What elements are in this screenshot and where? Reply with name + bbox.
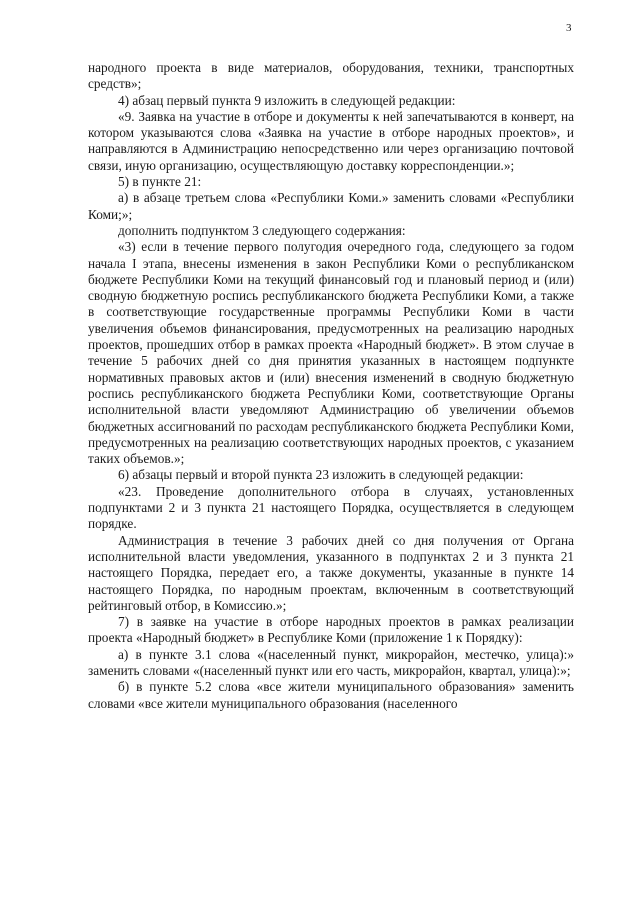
paragraph-6: дополнить подпунктом 3 следующего содержания: bbox=[118, 222, 406, 238]
paragraph-4: 5) в пункте 21: bbox=[118, 174, 202, 190]
paragraph-9: «23. Проведение дополнительного отбора в случаях, установленных подпунктами 2 и 3 пункта 21 настоящего Порядка, осуществляется в следующем порядке. bbox=[88, 483, 574, 532]
paragraph-13: б) в пункте 5.2 слова «все жители муниципального образования» заменить словами «все жители муниципального образования (населенного bbox=[88, 679, 574, 711]
paragraph-8: 6) абзацы первый и второй пункта 23 изложить в следующей редакции: bbox=[118, 467, 524, 483]
paragraph-10: Администрация в течение 3 рабочих дней со дня получения от Органа исполнительной власти уведомления, указанного в подпунктах 2 и 3 пункта 21 настоящего Порядка, передает его, а также документы, указанные в пункте 14 настоящего Порядка, по народным проектам, включенным в соответствующий рейтинговый отбор, в Комиссию.»; bbox=[88, 532, 574, 613]
paragraph-3: «9. Заявка на участие в отборе и документы к ней запечатываются в конверт, на котором указываются слова «Заявка на участие в отборе народных проектов», и направляются в Администрацию непосредственно или через организацию почтовой связи, иную организацию, осуществляющую доставку корреспонденции.»; bbox=[88, 108, 574, 173]
paragraph-11: 7) в заявке на участие в отборе народных проектов в рамках реализации проекта «Народный бюджет» в Республике Коми (приложение 1 к Порядку): bbox=[88, 614, 574, 646]
page-number: 3 bbox=[566, 22, 572, 34]
paragraph-12: а) в пункте 3.1 слова «(населенный пункт, микрорайон, местечко, улица):» заменить словами «(населенный пункт или его часть, микрорайон, квартал, улица):»; bbox=[88, 646, 574, 678]
paragraph-2: 4) абзац первый пункта 9 изложить в следующей редакции: bbox=[118, 92, 456, 108]
document-body bbox=[88, 60, 574, 712]
paragraph-7: «3) если в течение первого полугодия очередного года, следующего за годом начала I этапа, внесены изменения в закон Республики Коми о республиканском бюджете Республики Коми на текущий финансовый год и плановый период и (или) сводную бюджетную роспись республиканского бюджета Республики Коми, а также в соответствующие государственные программы Республики Коми в части увеличения объемов финансирования, предусмотренных на реализацию народных проектов, прошедших отбор в рамках проекта «Народный бюджет». В этом случае в течение 5 рабочих дней со дня принятия указанных в настоящем подпункте нормативных правовых актов и (или) внесения изменений в сводную бюджетную роспись республиканского бюджета Республики Коми, соответствующие Органы исполнительной власти уведомляют Администрацию об увеличении объемов бюджетных ассигнований по расходам республиканского бюджета Республики Коми, предусмотренных на реализацию соответствующих народных проектов, с указанием таких объемов.»; bbox=[88, 239, 574, 467]
paragraph-5: а) в абзаце третьем слова «Республики Коми.» заменить словами «Республики Коми;»; bbox=[88, 190, 574, 222]
paragraph-1: народного проекта в виде материалов, оборудования, техники, транспортных средств»; bbox=[88, 60, 574, 92]
